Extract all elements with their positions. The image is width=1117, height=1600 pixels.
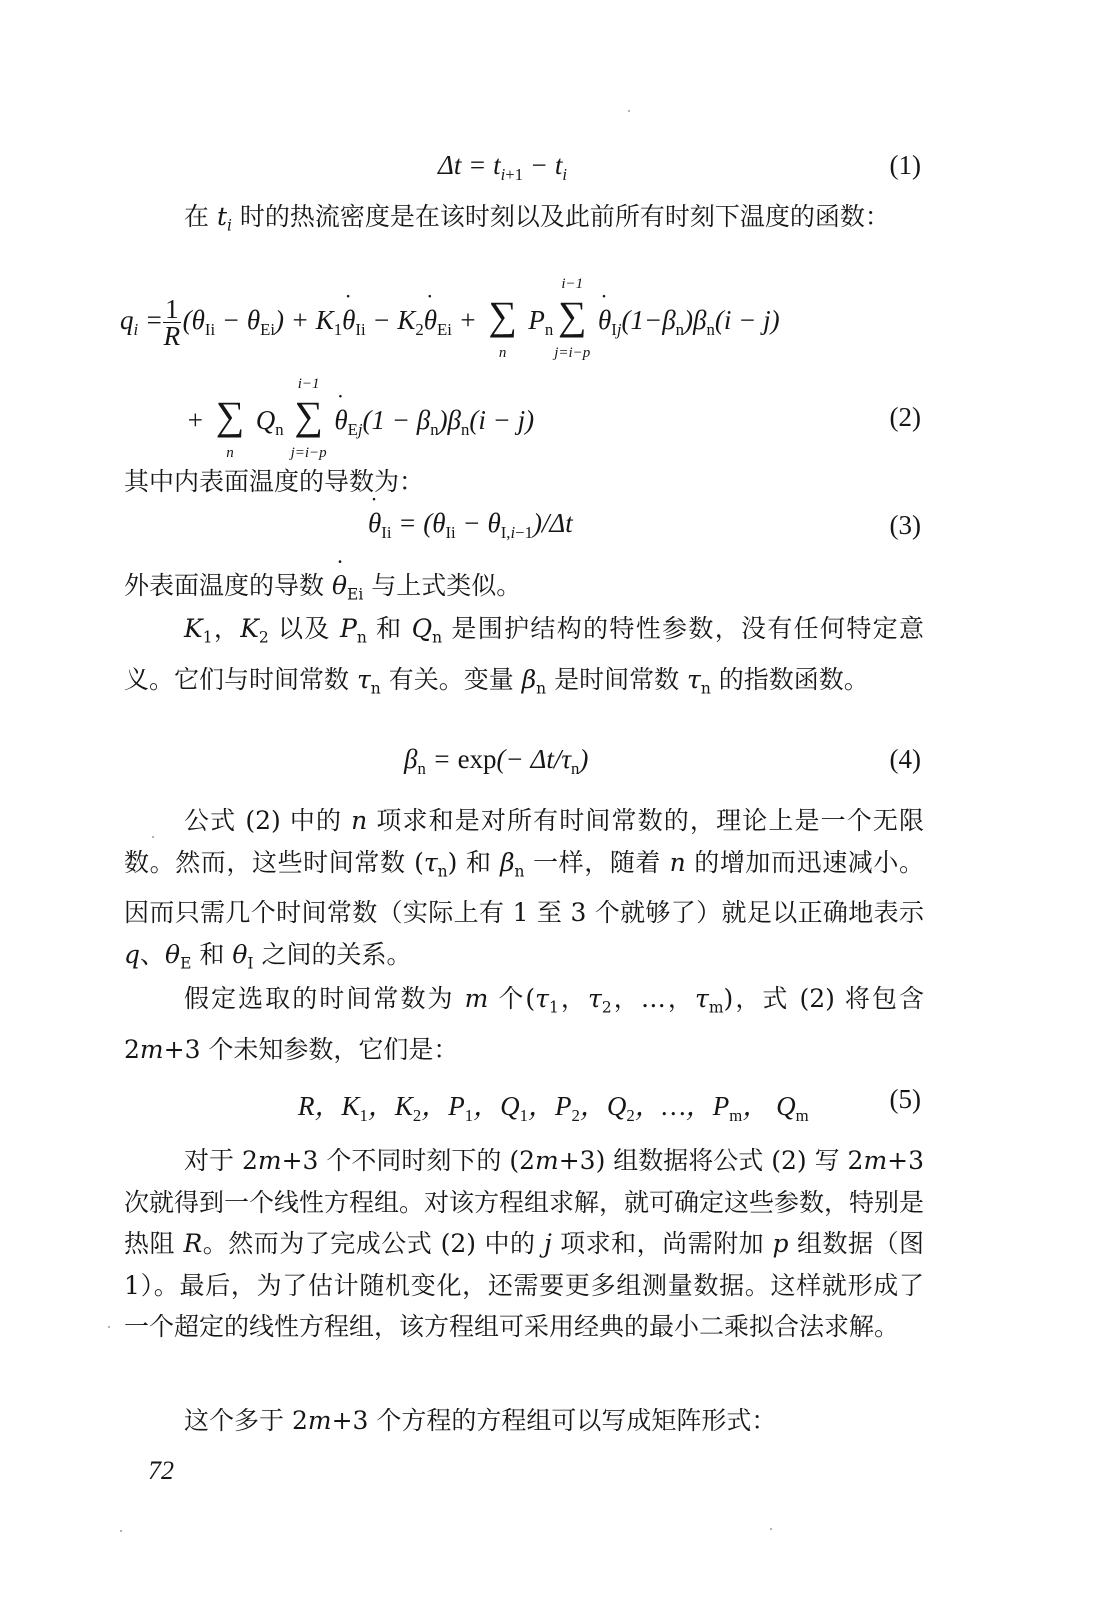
page-number: 72 bbox=[148, 1456, 174, 1485]
paragraph-parameters: $K_1$，$K_2$ 以及 $P_n$ 和 $Q_n$ 是围护结构的特性参数，没有任何特定意义。它们与时间常数 $\tau_n$ 有关。变量 $\beta_n$ 是时间常数 $\tau_n$ 的指数函数。 bbox=[124, 614, 924, 698]
scan-speck bbox=[152, 836, 154, 838]
equation-2-number: (2) bbox=[889, 402, 921, 432]
equation-4: $\beta_n = \exp(- \Delta t/\tau_n)$ bbox=[404, 744, 589, 778]
equation-4-number: (4) bbox=[889, 744, 921, 774]
paragraph-unknowns: 假定选取的时间常数为 m 个($\tau_1$，$\tau_2$，…，$\tau_m$)，式 (2) 将包含 2m+3 个未知参数，它们是： bbox=[124, 984, 924, 1064]
equation-5: R，$K_1$，$K_2$，$P_1$，$Q_1$，$P_2$，$Q_2$，…，$P_m$， $Q_m$ bbox=[298, 1091, 809, 1125]
scan-speck bbox=[770, 1528, 772, 1530]
paragraph-heat-flux: 在 $t_i$ 时的热流密度是在该时刻以及此前所有时刻下温度的函数： bbox=[184, 202, 890, 235]
equation-2-line-1: $q_i$ = $\frac{1}{R}$ $(\theta_{Ii} - \theta_{Ei})$ + $K_1˙$ $\theta_{Ii}$ − $K_2˙$ $\theta_{Ei}$ + ∑ n $P_n$ i−1 ∑ j=i−p ˙ $\theta_{Ij}(1-\beta_n)\beta_n(i - j)$ bbox=[120, 296, 780, 349]
scan-speck bbox=[120, 1530, 122, 1532]
equation-1-number: (1) bbox=[889, 150, 921, 180]
paragraph-inner-derivative: 其中内表面温度的导数为： bbox=[124, 467, 425, 496]
equation-5-number: (5) bbox=[889, 1084, 921, 1114]
paragraph-outer-derivative: 外表面温度的导数 ˙ $\theta_{Ei}$ 与上式类似。 bbox=[124, 566, 521, 603]
equation-2-line-2: + ∑ n $Q_n$ i−1 ∑ j=i−p ˙ $\theta_{Ej}(1 - \beta_n)\beta_n(i - j)$ bbox=[186, 396, 534, 440]
paragraph-time-constants: 公式 (2) 中的 n 项求和是对所有时间常数的，理论上是一个无限数。然而，这些时间常数 $(\tau_n)$ 和 $\beta_n$ 一样，随着 n 的增加而迅速减小。因而只需几个时间常数（实际上有 1 至 3 个就够了）就足以正确地表示 q、$\theta_E$ 和 $\theta_I$ 之间的关系。 bbox=[124, 806, 924, 973]
equation-3-number: (3) bbox=[889, 510, 921, 540]
scan-speck bbox=[108, 1326, 110, 1328]
equation-1: $\Delta t = t_{i+1} - t_i$ bbox=[438, 150, 567, 184]
paragraph-matrix-form: 这个多于 2m+3 个方程的方程组可以写成矩阵形式： bbox=[184, 1406, 777, 1435]
equation-3: ˙ $\theta_{Ii} = (\theta_{Ii} - \theta_{I,i-1})/\Delta t$ bbox=[368, 508, 573, 543]
scan-speck bbox=[628, 110, 630, 112]
paragraph-linear-system: 对于 2m+3 个不同时刻下的 (2m+3) 组数据将公式 (2) 写 2m+3 次就得到一个线性方程组。对该方程组求解，就可确定这些参数，特别是热阻 R。然而为了完成公式 (2) 中的 j 项求和，尚需附加 p 组数据（图 1）。最后，为了估计随机变化，还需要更多组测量数据。这样就形成了一个超定的线性方程组，该方程组可采用经典的最小二乘拟合法求解。 bbox=[124, 1146, 925, 1341]
